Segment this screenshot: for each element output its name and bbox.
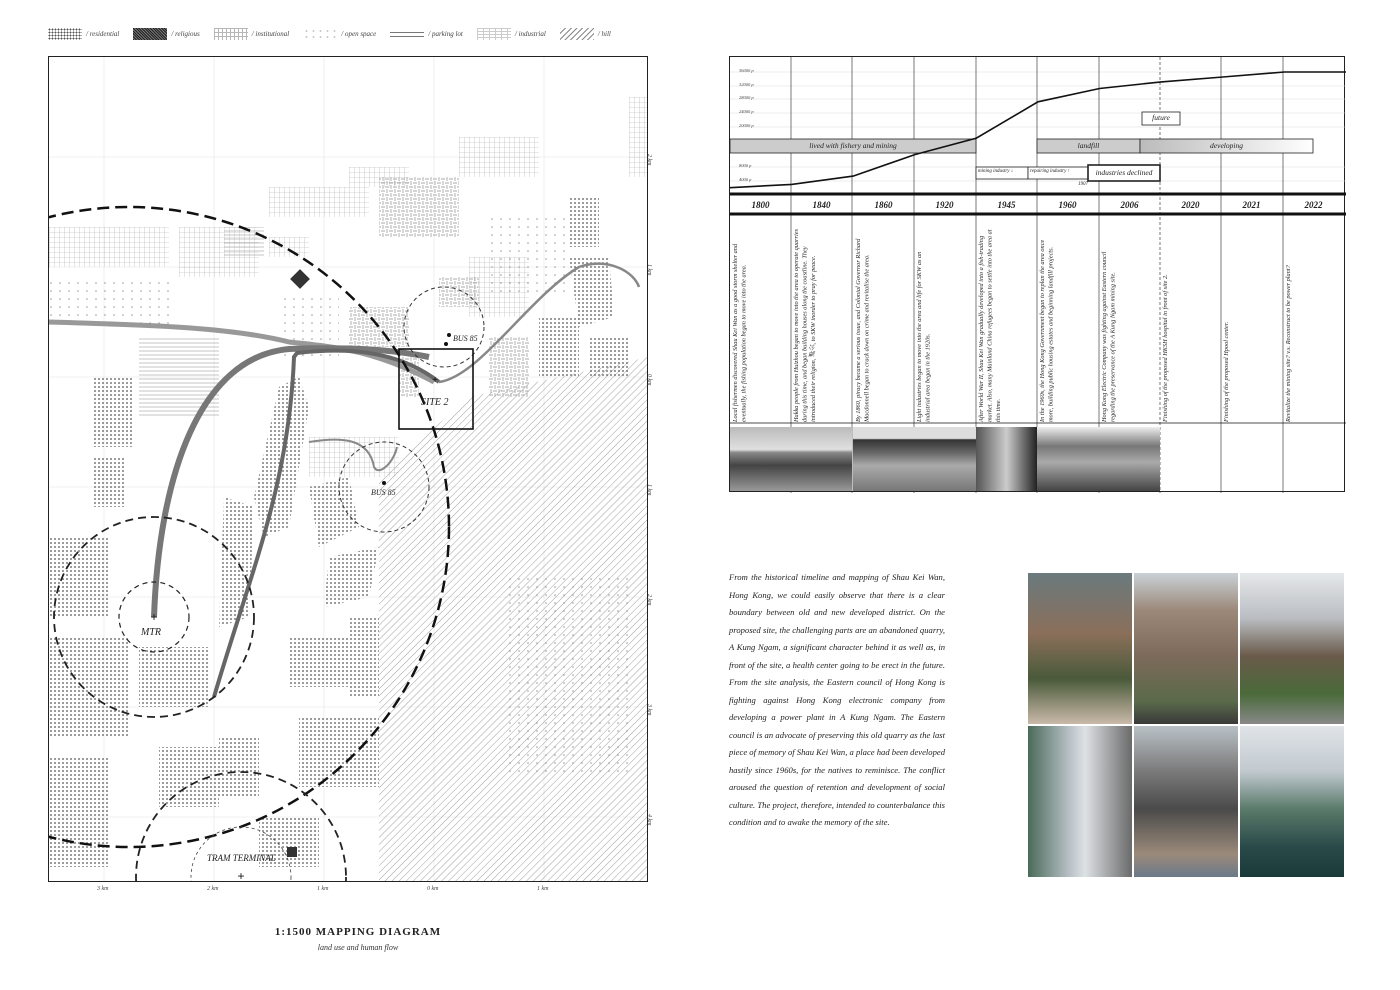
- history-timeline: [729, 56, 1345, 492]
- year-label: 2021: [1242, 200, 1261, 210]
- y-scale-label: 1 km: [646, 484, 652, 496]
- mtr-label: MTR: [141, 627, 161, 638]
- map-title: 1:1500 MAPPING DIAGRAM: [274, 926, 442, 938]
- year-label: 2020: [1181, 200, 1200, 210]
- y-tick: 24000 p: [739, 109, 754, 114]
- timeline-description: Local fishermen discovered Shau Kei Wan as a good storm shelter and eventually, the fishing population began to move into the area.: [732, 243, 748, 422]
- legend-religious: / religious: [133, 28, 199, 40]
- quarry-cliff-photo: [1134, 573, 1238, 724]
- x-scale-label: 0 km: [427, 886, 439, 892]
- parking-lot-swatch: [390, 28, 424, 40]
- timeline-description: By 1860, piracy became a serious issue, and Colonial Governor Richard Macdonnell began to crack down on crime and revitalise the area.: [855, 238, 871, 422]
- y-tick: 8000 p: [739, 163, 752, 168]
- map-legend: [48, 28, 611, 40]
- x-scale-label: 2 km: [207, 886, 219, 892]
- harbour-archive-photo: [730, 427, 852, 491]
- y-scale-label: 1 km: [646, 264, 652, 276]
- land-use-map: [48, 56, 648, 882]
- site-photo-grid: [1028, 573, 1344, 881]
- timeline-description: Finishing of the proposed Hpool center.: [1223, 321, 1230, 422]
- hill-swatch: [560, 28, 594, 40]
- year-label: 1945: [997, 200, 1016, 210]
- bus-stop-top-2: [444, 342, 448, 346]
- mtr-marker: +: [150, 610, 158, 624]
- timeline-description: Finishing of the proposed HKSH hospital in front of site 2.: [1162, 274, 1169, 422]
- legend-hill: / hill: [560, 28, 611, 40]
- legend-residential: / residential: [48, 28, 119, 40]
- housing-archive-photo: [1037, 427, 1160, 491]
- y-tick: 28000 p: [739, 95, 754, 100]
- year-label: 2022: [1304, 200, 1323, 210]
- y-scale-label: 0 km: [646, 374, 652, 386]
- y-tick: 20000 p: [739, 123, 754, 128]
- timeline-description: In the 1960s, the Hong Kong Government began to replan the area once more, building public housing estates and beginning landfill projects.: [1039, 239, 1055, 422]
- legend-industrial: / industrial: [477, 28, 546, 40]
- tree-flags-photo: [1240, 573, 1344, 724]
- bus-85-label-mid: BUS 85: [371, 488, 396, 497]
- open-space-swatch: [303, 28, 337, 40]
- x-scale-label: 1 km: [317, 886, 329, 892]
- y-scale-label: 4 km: [646, 814, 652, 826]
- timeline-description: Hakka people from Huizhou began to move into the area to operate quarries during this time, and began building houses along the coastline. They introduced their religion, 譚公, to SKW inorder to pray for peace.: [793, 229, 817, 422]
- religious-site: [290, 269, 310, 289]
- alley-photo: [1028, 726, 1132, 877]
- site-2-marker: +: [432, 375, 438, 386]
- year-label: 1860: [874, 200, 893, 210]
- y-scale-label: 3 km: [646, 704, 652, 716]
- landfill-bar-label: landfill: [1077, 141, 1100, 150]
- temple-archive-photo: [853, 427, 976, 491]
- year-label: 1920: [935, 200, 954, 210]
- timeline-description: Revitalize the mining site? v.s. Reconstruct to be power plant?: [1285, 265, 1292, 422]
- religious-site-tram: [287, 847, 297, 857]
- x-scale-label: 3 km: [97, 886, 109, 892]
- site-analysis-essay: From the historical timeline and mapping of Shau Kei Wan, Hong Kong, we could easily observe that there is a clear boundary between old and new developed district. On the proposed site, the challenging parts are an abandoned quarry, A Kung Ngam, a significant character behind it as well as, in front of the site, a health center going to be erect in the future. From the site analysis, the Eastern council of Hong Kong is fighting against Hong Kong electronic company from developing a power plant in A Kung Ngam. The Eastern council is an advocate of preserving this old quarry as the last piece of memory of Shau Kei Wan, a place had been developed hastily since 1960s, for the natives to reminisce. The conflict aroused the question of retention and development of social culture. The project, therefore, intended to counterbalance this condition and to awake the memory of the site.: [729, 572, 945, 827]
- y-scale-label: 2 km: [646, 594, 652, 606]
- street-shop-photo: [1134, 726, 1238, 877]
- timeline-description: Light industries began to move into the area and life for SKW as an industrial area began in the 1920s.: [916, 251, 932, 422]
- tram-marker: +: [237, 869, 245, 883]
- residential-swatch: [48, 28, 82, 40]
- temple-shrine-photo: [1028, 573, 1132, 724]
- harbour-boats-photo: [1240, 726, 1344, 877]
- tram-terminal-label: TRAM TERMINAL: [207, 853, 276, 863]
- 1945-archive-photo: [976, 427, 1037, 491]
- year-label: 1960: [1058, 200, 1077, 210]
- map-subtitle: land use and human flow: [317, 943, 399, 952]
- mining-industry-label: mining industry ↓: [978, 169, 1014, 174]
- religious-swatch: [133, 28, 167, 40]
- year-label: 1840: [812, 200, 831, 210]
- industries-declined-label: industries declined: [1095, 168, 1153, 177]
- bus-85-label-top: BUS 85: [453, 334, 478, 343]
- timeline-description: Hong Kong Electric Company was fighting against Eastern council regarding the preservance of the A Kung Ngam mining site.: [1101, 251, 1117, 422]
- future-label: future: [1152, 113, 1170, 122]
- year-1907-label: 1907: [1078, 182, 1088, 187]
- site-2-label: SITE 2: [421, 397, 449, 408]
- year-label: 1800: [751, 200, 770, 210]
- repairing-industry-label: repairing industry ↑: [1030, 169, 1071, 174]
- fishery-bar-label: lived with fishery and mining: [809, 141, 897, 150]
- y-scale-label: 2 km: [646, 154, 652, 166]
- map-drawing: [49, 57, 648, 882]
- developing-bar-label: developing: [1210, 141, 1243, 150]
- legend-institutional: / institutional: [214, 28, 290, 40]
- bus-stop-top: [447, 333, 451, 337]
- y-tick: 4000 p: [739, 177, 752, 182]
- x-scale-label: 1 km: [537, 886, 549, 892]
- y-tick: 32000 p: [739, 82, 754, 87]
- legend-parking-lot: / parking lot: [390, 28, 463, 40]
- legend-open-space: / open space: [303, 28, 376, 40]
- industrial-swatch: [477, 28, 511, 40]
- institutional-swatch: [214, 28, 248, 40]
- timeline-gridlines: [730, 72, 1346, 181]
- bus-stop-mid: [382, 481, 386, 485]
- y-tick: 36000 p: [739, 68, 754, 73]
- timeline-description: After World War II, Shau Kei Wan gradually developed into a fish-trading market. Also, many Mainland China refugees began to settle into the area at this time.: [978, 229, 1002, 422]
- year-label: 2006: [1120, 200, 1139, 210]
